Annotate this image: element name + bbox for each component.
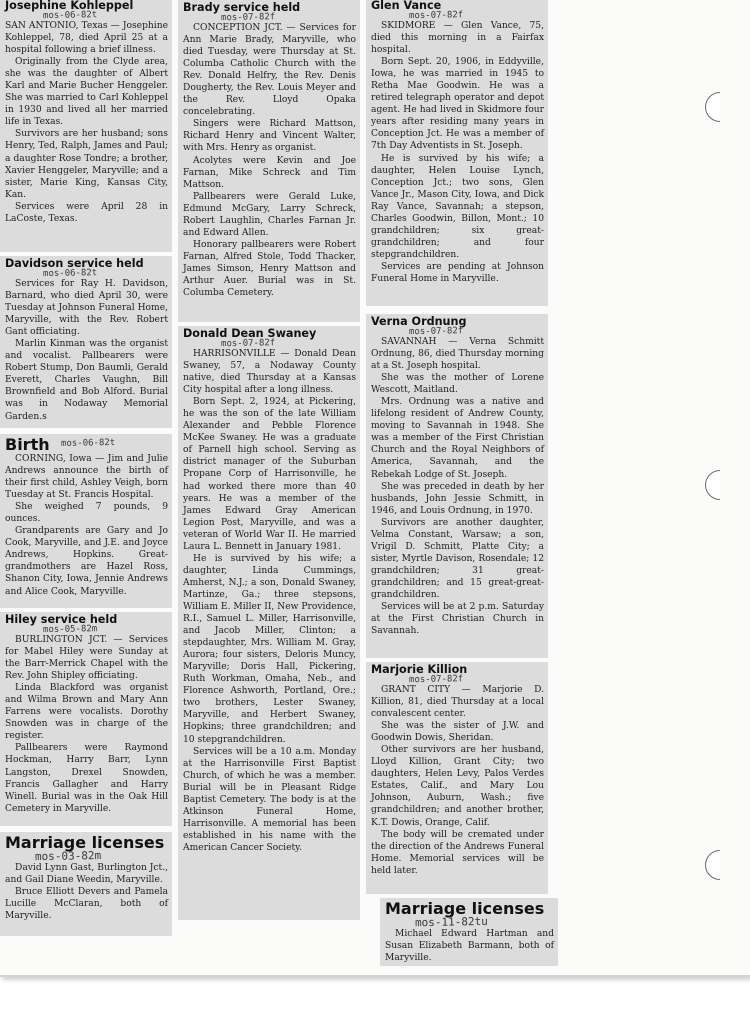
service-davidson <box>0 256 172 428</box>
paragraph: Grandparents are Gary and Jo Cook, Maryville, and J.E. and Joyce Andrews, Hopkins. Great-grandmothers are Hazel Ross, Shanon City, Iowa, Jennie Andrews and Alice Cook, Maryville. <box>5 526 168 597</box>
paragraph: He is survived by his wife; a daughter, Linda Cummings, Amherst, N.J.; a son, Donald Swaney, Martinze, Ga.; three stepsons, William E. Miller II, New Providence, R.I., Samuel L. Miller, Harrisonville, and Jacob Miller, Clinton; a stepdaughter, Mrs. William M. Gray, Aurora; four sisters, Deloris Muncy, Maryville; Doris Hall, Pickering, Ruth Workman, Omaha, Neb., and Florence Ashworth, Portland, Ore.; two brothers, Lester Swaney, Maryville, and Herbert Swaney, Hopkins; three grandchildren; and 10 stepgrandchildren. <box>183 553 356 745</box>
paragraph: SAVANNAH — Verna Schmitt Ordnung, 86, died Thursday morning at a St. Joseph hospital. <box>371 337 544 372</box>
handwritten-code: mos-11-82tu <box>414 914 488 930</box>
paragraph: Acolytes were Kevin and Joe Farnan, Mike Schreck and Tim Mattson. <box>183 155 356 190</box>
marriage-licenses-1 <box>0 832 172 936</box>
clipping-heading: Marjorie Killion <box>371 663 468 676</box>
clipping-heading: Brady service held <box>183 1 301 14</box>
paragraph: Services are pending at Johnson Funeral Home in Maryville. <box>371 261 544 284</box>
paragraph: Survivors are her husband; sons Henry, Ted, Ralph, James and Paul; a daughter Rose Tondre; a brother, Xavier Henggeler, Maryville; and a sister, Marie King, Kansas City, Kan. <box>5 129 168 200</box>
paragraph: She was preceded in death by her husbands, John Jessie Schmitt, in 1946, and Louis Ordnung, in 1970. <box>371 481 544 516</box>
punch-hole <box>705 470 735 500</box>
obituary-vance <box>366 0 548 306</box>
handwritten-code: mos-07-82f <box>408 674 464 686</box>
paragraph: Michael Edward Hartman and Susan Elizabeth Barmann, both of Maryville. <box>385 929 554 964</box>
clipping-heading: Davidson service held <box>5 257 144 270</box>
paragraph: Other survivors are her husband, Lloyd Killion, Grant City; two daughters, Helen Levy, Palos Verdes Estates, Calif., and Mary Lou Johnson, Auburn, Wash.; five grandchildren; and another brother, K.T. Dowis, Orange, Calif. <box>371 745 544 828</box>
paragraph: SKIDMORE — Glen Vance, 75, died this morning in a Fairfax hospital. <box>371 21 544 56</box>
clipping-heading: Marriage licenses <box>5 833 165 852</box>
paragraph: Mrs. Ordnung was a native and lifelong resident of Andrew County, moving to Savannah in 1948. She was a member of the First Christian Church and the Royal Neighbors of America, Savannah, and the Rebekah Lodge of St. Joseph. <box>371 397 544 480</box>
obituary-killion <box>366 662 548 894</box>
paragraph: Services will be a 10 a.m. Monday at the Harrisonville First Baptist Church, of which he was a member. Burial will be in Pleasant Ridge Baptist Cemetery. The body is at the Atkinson Funeral Home, Harrisonville. A memorial has been established in his name with the American Cancer Society. <box>183 746 356 853</box>
clipping-heading: Marriage licenses <box>385 899 545 918</box>
clipping-heading: Birth <box>5 435 50 454</box>
marriage-licenses-2 <box>380 898 558 966</box>
clipping-heading: Donald Dean Swaney <box>183 327 317 340</box>
paragraph: Born Sept. 20, 1906, in Eddyville, Iowa, he was married in 1945 to Retha Mae Goodwin. He was a retired telegraph operator and depot agent. He had lived in Skidmore four years after residing many years in Conception Jct. He was a member of 7th Day Adventists in St. Joseph. <box>371 57 544 152</box>
paragraph: Honorary pallbearers were Robert Farnan, Alfred Stole, Todd Thacker, James Simson, Henry Mattson and Arthur Auer. Burial was in St. Columba Cemetery. <box>183 239 356 299</box>
paragraph: Born Sept. 2, 1924, at Pickering, he was the son of the late William Alexander and Pebble Florence McKee Swaney. He was a graduate of Parnell high school. Serving as district manager of the Suburban Propane Corp of Harrisonville, he had worked there more than 40 years. He was a member of the James Edward Gray American Legion Post, Maryville, and was a veteran of World War II. He married Laura L. Bennett in January 1981. <box>183 397 356 552</box>
paragraph: CONCEPTION JCT. — Services for Ann Marie Brady, Maryville, who died Tuesday, were Thursday at St. Columba Catholic Church with the Rev. Donald Helfry, the Rev. Denis Dougherty, the Rev. Louis Meyer and the Rev. Lloyd Opaka concelebrating. <box>183 23 356 118</box>
handwritten-code: mos-07-82f <box>220 338 276 350</box>
handwritten-code: mos-06-82t <box>42 268 98 280</box>
paragraph: David Lynn Gast, Burlington Jct., and Gail Diane Weedin, Maryville. <box>5 863 168 886</box>
paragraph: Originally from the Clyde area, she was the daughter of Albert Karl and Marie Bucher Henggeler. She was married to Carl Kohleppel in 1930 and lived all her married life in Texas. <box>5 57 168 128</box>
paragraph: BURLINGTON JCT. — Services for Mabel Hiley were Sunday at the Barr-Merrick Chapel with the Rev. John Shipley officiating. <box>5 635 168 682</box>
paragraph: Pallbearers were Raymond Hockman, Harry Barr, Lynn Langston, Drexel Snowden, Francis Gallagher and Harry Winell. Burial was in the Oak Hill Cemetery in Maryville. <box>5 743 168 814</box>
handwritten-code: mos-07-82f <box>220 12 276 24</box>
handwritten-code: mos-06-82t <box>60 437 116 449</box>
paragraph: Singers were Richard Mattson, Richard Henry and Vincent Walter, with Mrs. Henry as organist. <box>183 119 356 154</box>
obituary-kohleppel <box>0 0 172 252</box>
paragraph: Survivors are another daughter, Velma Constant, Warsaw; a son, Vrigil D. Schmitt, Platte City; a sister, Myrtle Davison, Rosendale; 12 grandchildren; 31 great-grandchildren; and 15 great-great-grandchildren. <box>371 517 544 600</box>
clipping-heading: Josephine Kohleppel <box>5 0 134 12</box>
handwritten-code: mos-07-82f <box>408 10 464 22</box>
paragraph: Marlin Kinman was the organist and vocalist. Pallbearers were Robert Stump, Don Baumli, Gerald Everett, Charles Vaughn, Bill Brownfield and Bob Alford. Burial was in Nodaway Memorial Garden.s <box>5 339 168 422</box>
clipping-heading: Hiley service held <box>5 613 118 626</box>
paragraph: GRANT CITY — Marjorie D. Killion, 81, died Thursday at a local convalescent center. <box>371 685 544 720</box>
punch-hole <box>705 92 735 122</box>
service-hiley <box>0 612 172 826</box>
handwritten-code: mos-07-82f <box>408 326 464 338</box>
paragraph: SAN ANTONIO, Texas — Josephine Kohleppel, 78, died April 25 at a hospital following a brief illness. <box>5 21 168 56</box>
paragraph: Linda Blackford was organist and Wilma Brown and Mary Ann Farrens were vocalists. Dorothy Snowden was in charge of the register. <box>5 683 168 742</box>
obituary-swaney <box>178 326 360 920</box>
paragraph: He is survived by his wife; a daughter, Helen Louise Lynch, Conception Jct.; two sons, Glen Vance Jr., Mason City, Iowa, and Dick Ray Vance, Savannah; a stepson, Charles Goodwin, Billon, Mont.; 10 grandchildren; six great-grandchildren; and four stepgrandchildren. <box>371 153 544 260</box>
paragraph: She weighed 7 pounds, 9 ounces. <box>5 502 168 525</box>
paragraph: Pallbearers were Gerald Luke, Edmund McGary, Larry Schreck, Robert Laughlin, Charles Farnan Jr. and Edward Allen. <box>183 191 356 238</box>
paragraph: The body will be cremated under the direction of the Andrews Funeral Home. Memorial services will be held later. <box>371 829 544 876</box>
punch-hole <box>705 850 735 880</box>
paragraph: CORNING, Iowa — Jim and Julie Andrews announce the birth of their first child, Ashley Veigh, born Tuesday at St. Francis Hospital. <box>5 454 168 501</box>
handwritten-code: mos-03-82m <box>34 849 102 864</box>
paragraph: She was the sister of J.W. and Goodwin Dowis, Sheridan. <box>371 721 544 744</box>
paragraph: HARRISONVILLE — Donald Dean Swaney, 57, a Nodaway County native, died Thursday at a Kansas City hospital after a long illness. <box>183 349 356 396</box>
service-brady <box>178 0 360 322</box>
birth-announcement <box>0 434 172 608</box>
handwritten-code: mos-06-82t <box>42 10 98 22</box>
paragraph: She was the mother of Lorene Wescott, Maitland. <box>371 373 544 396</box>
clipping-heading: Glen Vance <box>371 0 442 12</box>
paragraph: Services will be at 2 p.m. Saturday at the First Christian Church in Savannah. <box>371 602 544 637</box>
paragraph: Bruce Elliott Devers and Pamela Lucille McClaran, both of Maryville. <box>5 887 168 922</box>
paragraph: Services for Ray H. Davidson, Barnard, who died April 30, were Tuesday at Johnson Funeral Home, Maryville, with the Rev. Robert Gant officiating. <box>5 279 168 338</box>
handwritten-code: mos-05-82m <box>42 624 98 636</box>
clipping-heading: Verna Ordnung <box>371 315 467 328</box>
paragraph: Services were April 28 in LaCoste, Texas. <box>5 201 168 224</box>
obituary-ordnung <box>366 314 548 658</box>
